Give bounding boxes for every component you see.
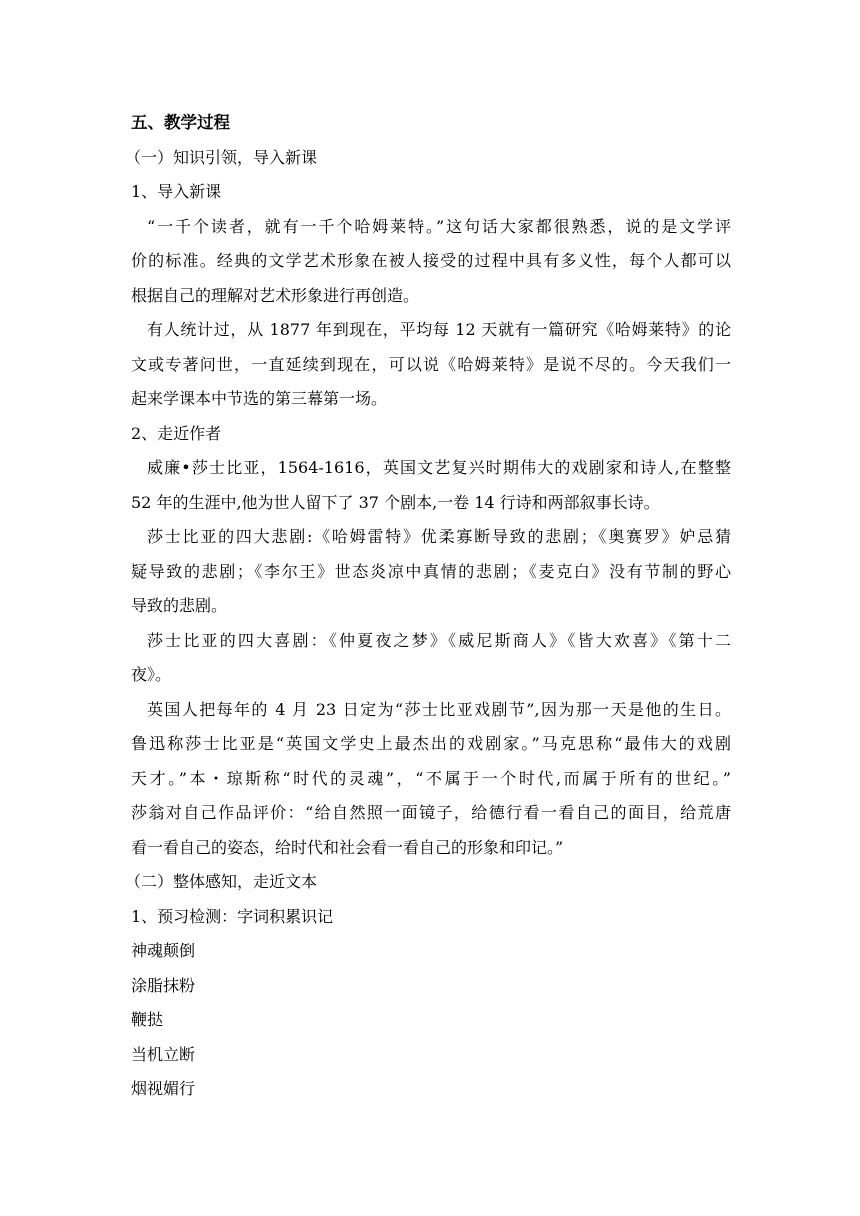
section-heading: 五、教学过程	[131, 113, 230, 132]
paragraph-line: 夜》。	[131, 665, 172, 684]
paragraph-line: 有人统计过，从 1877 年到现在，平均每 12 天就有一篇研究《哈姆莱特》的论	[147, 320, 731, 339]
item2-title: 2、走近作者	[131, 423, 222, 443]
part1-heading: （一）知识引领，导入新课	[125, 147, 318, 167]
paragraph-line: 看一看自己的姿态，给时代和社会看一看自己的形象和印记。”	[131, 837, 564, 857]
vocab-list	[131, 934, 731, 1107]
vocab-item: 神魂颠倒	[131, 941, 196, 960]
paragraph-line: 天才。”本・琼斯称“时代的灵魂”，“不属于一个时代,而属于所有的世纪。”	[131, 768, 731, 788]
vocab-item: 鞭挞	[131, 1010, 164, 1029]
paragraph-line: 英国人把每年的 4 月 23 日定为“莎士比亚戏剧节”,因为那一天是他的生日。	[147, 699, 731, 719]
paragraph-line: 文或专著问世，一直延续到现在，可以说《哈姆莱特》是说不尽的。今天我们一	[131, 354, 731, 374]
paragraph-comedies	[131, 624, 731, 693]
paragraph-intro	[131, 210, 731, 314]
paragraph-line: 根据自己的理解对艺术形象进行再创造。	[131, 285, 420, 305]
document-body	[125, 106, 731, 1107]
paragraph-line: 鲁迅称莎士比亚是“英国文学史上最杰出的戏剧家。”马克思称“最伟大的戏剧	[131, 734, 731, 753]
paragraph-line: 疑导致的悲剧；《李尔王》世态炎凉中真情的悲剧；《麦克白》没有节制的野心	[131, 561, 731, 581]
item1-title: 1、导入新课	[131, 182, 222, 201]
paragraph-line: 52 年的生涯中,他为世人留下了 37 个剧本,一卷 14 行诗和两部叙事长诗。	[131, 492, 660, 512]
vocab-item: 当机立断	[131, 1044, 196, 1064]
paragraph-line: 莎翁对自己作品评价：“给自然照一面镜子，给德行看一看自己的面目，给荒唐	[131, 803, 731, 822]
paragraph-reputation	[131, 693, 731, 866]
paragraph-author	[131, 451, 731, 520]
vocab-item: 烟视媚行	[131, 1079, 196, 1098]
paragraph-line: 莎士比亚的四大悲剧:《哈姆雷特》优柔寡断导致的悲剧；《奥赛罗》妒忌猜	[147, 527, 731, 546]
paragraph-line: 威廉•莎士比亚，1564-1616，英国文艺复兴时期伟大的戏剧家和诗人,在整整	[147, 458, 731, 477]
vocab-item: 涂脂抹粉	[131, 975, 196, 995]
item3-title: 1、预习检测：字词积累识记	[131, 906, 334, 926]
paragraph-line: 导致的悲剧。	[131, 596, 228, 615]
paragraph-line: “一千个读者，就有一千个哈姆莱特。”这句话大家都很熟悉，说的是文学评	[147, 216, 731, 236]
paragraph-line: 莎士比亚的四大喜剧：《仲夏夜之梦》《威尼斯商人》《皆大欢喜》《第十二	[147, 630, 731, 650]
paragraph-line: 起来学课本中节选的第三幕第一场。	[131, 389, 388, 408]
part2-heading: （二）整体感知，走近文本	[125, 872, 318, 891]
paragraph-tragedies	[131, 520, 731, 624]
paragraph-line: 价的标准。经典的文学艺术形象在被人接受的过程中具有多义性，每个人都可以	[131, 251, 731, 270]
paragraph-statistics	[131, 313, 731, 417]
